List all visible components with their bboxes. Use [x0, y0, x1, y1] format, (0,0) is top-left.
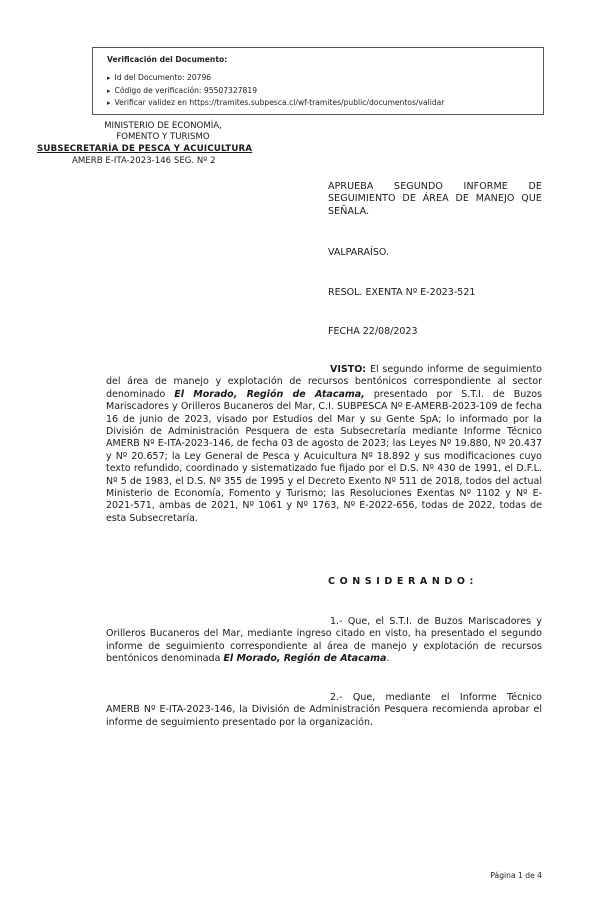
considerando-1-text-b: . — [386, 653, 390, 665]
considerando-1-text-a: 1.- Que, el S.T.I. de Buzos Mariscadores y Orilleros Bucaneros del Mar, mediante ingreso citado en visto, ha presentado el segundo informe de seguimiento correspondiente al área de manejo y explotación de recursos bentónicos denominada — [106, 616, 542, 665]
page-number: Página 1 de 4 — [490, 871, 542, 880]
resolution-date: FECHA 22/08/2023 — [328, 326, 418, 337]
ministry-line-2: FOMENTO Y TURISMO — [116, 131, 210, 142]
considerando-heading: CONSIDERANDO: — [328, 576, 478, 587]
visto-place: El Morado, Región de Atacama, — [174, 388, 365, 400]
verification-link[interactable]: ▸ Verificar validez en https://tramites.subpesca.cl/wf-tramites/public/documentos/validar — [107, 97, 533, 109]
verification-title: Verificación del Documento: — [107, 55, 228, 64]
considerando-item-2 — [106, 692, 542, 729]
subsecretaria-title: SUBSECRETARÍA DE PESCA Y ACUICULTURA — [37, 144, 253, 154]
verification-box — [92, 47, 544, 115]
ministry-line-1: MINISTERIO DE ECONOMÍA, — [104, 121, 222, 131]
visto-text-a: El segundo informe de seguimiento del área de manejo y explotación de recursos bentónicos correspondiente al sector denominado — [106, 364, 542, 400]
verification-list — [107, 72, 533, 109]
visto-text-b: presentado por S.T.I. de Buzos Mariscadores y Orilleros Bucaneros del Mar, C.I. SUBPESCA Nº E-AMERB-2023-109 de fecha 16 de junio de 2023, visado por Estudios del Mar y su Gente SpA; lo informado por la División de Administración Pesquera de esta Subsecretaría mediante Informe Técnico AMERB Nº E-ITA-2023-146, de fecha 03 de agosto de 2023; las Leyes Nº 19.880, Nº 20.437 y Nº 20.657; la Ley General de Pesca y Acuicultura Nº 18.892 y sus modificaciones cuyo texto refundido, coordinado y sistematizado fue fijado por el D.S. Nº 430 de 1991, el D.F.L. Nº 5 de 1983, el D.S. Nº 355 de 1995 y el Decreto Exento Nº 511 de 2018, todos del actual Ministerio de Economía, Fomento y Turismo; las Resoluciones Exentas Nº 1102 y Nº E-2021-571, ambas de 2021, Nº 1061 y Nº 1763, Nº E-2022-656, todas de 2022, todas de esta Subsecretaría. — [106, 388, 542, 524]
considerando-item-1 — [106, 616, 542, 666]
considerando-2-text: 2.- Que, mediante el Informe Técnico AMERB Nº E-ITA-2023-146, la División de Administración Pesquera recomienda aprobar el informe de seguimiento presentado por la organización. — [106, 692, 542, 728]
ministry-name — [88, 121, 238, 143]
resolution-summary: APRUEBA SEGUNDO INFORME DE SEGUIMIENTO DE ÁREA DE MANEJO QUE SEÑALA. — [328, 181, 542, 217]
resolution-number: RESOL. EXENTA Nº E-2023-521 — [328, 287, 476, 298]
visto-label: VISTO: — [330, 364, 367, 375]
visto-paragraph — [106, 364, 542, 525]
document-reference: AMERB E-ITA-2023-146 SEG. Nº 2 — [72, 156, 216, 166]
considerando-1-place: El Morado, Región de Atacama — [223, 653, 387, 665]
city: VALPARAÍSO. — [328, 247, 389, 258]
verification-code: ▸ Código de verificación: 95507327819 — [107, 85, 533, 97]
verification-id: ▸ Id del Documento: 20796 — [107, 72, 533, 84]
